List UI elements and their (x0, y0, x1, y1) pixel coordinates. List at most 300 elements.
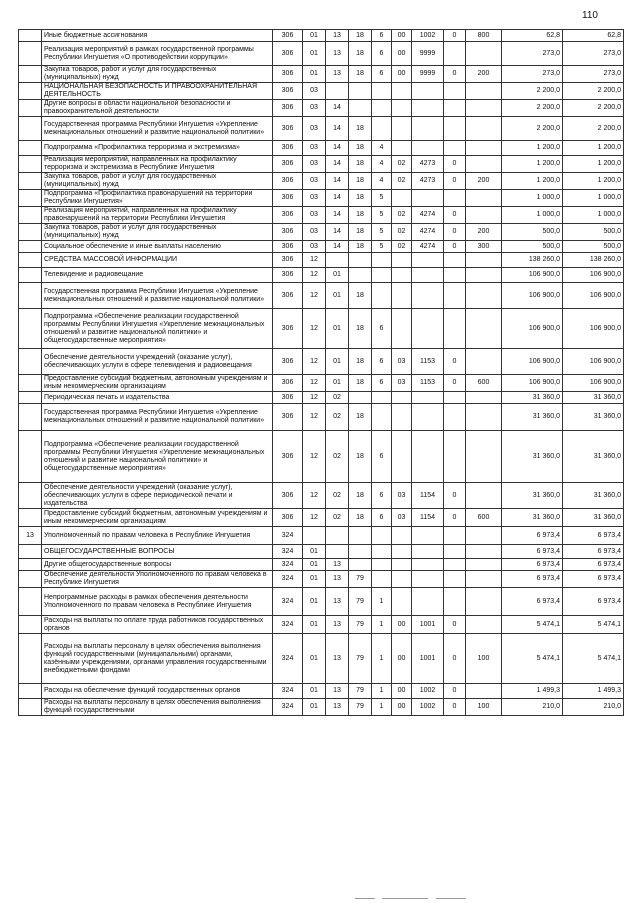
cell-c2: 12 (303, 349, 326, 375)
cell-no (19, 309, 42, 349)
cell-c8: 0 (444, 66, 466, 83)
table-row (19, 173, 624, 190)
cell-c1: 306 (273, 66, 303, 83)
cell-v1: 1 200,0 (502, 156, 563, 173)
cell-c8: 0 (444, 173, 466, 190)
cell-no (19, 545, 42, 559)
cell-c3: 01 (326, 349, 349, 375)
cell-no (19, 392, 42, 404)
cell-c9 (466, 616, 502, 634)
cell-c5 (372, 404, 392, 431)
cell-no (19, 404, 42, 431)
cell-c7: 9999 (412, 42, 444, 66)
cell-no (19, 509, 42, 527)
cell-no (19, 30, 42, 42)
cell-c6 (392, 253, 412, 268)
cell-c6 (392, 527, 412, 545)
cell-no (19, 224, 42, 241)
cell-c1: 306 (273, 309, 303, 349)
cell-c6: 00 (392, 66, 412, 83)
cell-c5: 1 (372, 684, 392, 699)
cell-c7: 9999 (412, 66, 444, 83)
cell-c5: 5 (372, 190, 392, 207)
cell-c1: 306 (273, 141, 303, 156)
cell-c4 (349, 253, 372, 268)
cell-v1: 31 360,0 (502, 431, 563, 483)
cell-c2: 01 (303, 559, 326, 571)
cell-c3: 01 (326, 309, 349, 349)
cell-c7: 1002 (412, 699, 444, 716)
cell-no (19, 483, 42, 509)
cell-name: Подпрограмма «Профилактика правонарушений на территории Республики Ингушетия» (42, 190, 273, 207)
cell-name: Закупка товаров, работ и услуг для государственных (муниципальных) нужд (42, 173, 273, 190)
cell-v1: 6 973,4 (502, 588, 563, 616)
cell-c7 (412, 431, 444, 483)
cell-c7 (412, 190, 444, 207)
cell-c7: 4273 (412, 156, 444, 173)
cell-c8: 0 (444, 375, 466, 392)
cell-c6: 02 (392, 173, 412, 190)
cell-name: Закупка товаров, работ и услуг для государственных (муниципальных) нужд (42, 66, 273, 83)
cell-c8 (444, 283, 466, 309)
cell-c8 (444, 42, 466, 66)
table-row (19, 241, 624, 253)
cell-no (19, 431, 42, 483)
cell-c4: 18 (349, 483, 372, 509)
cell-c8: 0 (444, 241, 466, 253)
cell-c2: 03 (303, 83, 326, 100)
cell-c2: 03 (303, 156, 326, 173)
cell-c3: 13 (326, 30, 349, 42)
cell-v2: 6 973,4 (563, 588, 624, 616)
cell-name: Обеспечение деятельности Уполномоченного по правам человека в Республике Ингушетия (42, 571, 273, 588)
cell-c2: 03 (303, 241, 326, 253)
cell-c4: 79 (349, 588, 372, 616)
table-row (19, 253, 624, 268)
cell-c5: 6 (372, 483, 392, 509)
cell-c4: 18 (349, 141, 372, 156)
cell-name: Государственная программа Республики Ингушетия «Укрепление межнациональных отношений и развитие национальной политики» (42, 283, 273, 309)
cell-c9 (466, 349, 502, 375)
cell-c4: 79 (349, 634, 372, 684)
cell-name: Расходы на выплаты персоналу в целях обеспечения выполнения функций государственными (муниципальными) органами, казёнными учреждениями, органами управления государственными внебюджетными фондами (42, 634, 273, 684)
cell-c2: 03 (303, 190, 326, 207)
cell-c3: 13 (326, 634, 349, 684)
cell-c2: 01 (303, 616, 326, 634)
cell-c7 (412, 559, 444, 571)
cell-c5: 5 (372, 241, 392, 253)
cell-c6 (392, 545, 412, 559)
cell-c8 (444, 190, 466, 207)
cell-c6 (392, 588, 412, 616)
cell-c5: 6 (372, 375, 392, 392)
cell-c6 (392, 431, 412, 483)
cell-c9 (466, 117, 502, 141)
footer-mark (382, 898, 428, 899)
cell-c3: 13 (326, 684, 349, 699)
cell-c5 (372, 559, 392, 571)
table-row (19, 509, 624, 527)
cell-c5: 4 (372, 141, 392, 156)
cell-c5: 6 (372, 509, 392, 527)
cell-c8: 0 (444, 349, 466, 375)
cell-c9 (466, 268, 502, 283)
cell-c9 (466, 684, 502, 699)
cell-c1: 306 (273, 241, 303, 253)
cell-name: Обеспечение деятельности учреждений (оказание услуг), обеспечивающих услуги в сфере телевидения и радиовещания (42, 349, 273, 375)
cell-v2: 210,0 (563, 699, 624, 716)
cell-c9: 800 (466, 30, 502, 42)
cell-c7 (412, 283, 444, 309)
cell-c9 (466, 156, 502, 173)
table-row (19, 684, 624, 699)
cell-c9 (466, 571, 502, 588)
table-row (19, 431, 624, 483)
cell-c8 (444, 404, 466, 431)
cell-c4 (349, 268, 372, 283)
cell-c7 (412, 141, 444, 156)
table-row (19, 117, 624, 141)
cell-c4: 18 (349, 30, 372, 42)
cell-c5: 4 (372, 156, 392, 173)
cell-c2: 12 (303, 309, 326, 349)
cell-v1: 62,8 (502, 30, 563, 42)
cell-c3: 14 (326, 100, 349, 117)
cell-c2: 01 (303, 66, 326, 83)
cell-c8 (444, 83, 466, 100)
cell-c5: 6 (372, 42, 392, 66)
cell-c9 (466, 559, 502, 571)
cell-v1: 106 900,0 (502, 268, 563, 283)
cell-c2: 12 (303, 483, 326, 509)
cell-c6 (392, 559, 412, 571)
cell-c4: 18 (349, 283, 372, 309)
cell-v1: 31 360,0 (502, 392, 563, 404)
cell-v2: 62,8 (563, 30, 624, 42)
cell-c3: 02 (326, 431, 349, 483)
cell-c9 (466, 190, 502, 207)
cell-c8 (444, 309, 466, 349)
cell-c8 (444, 268, 466, 283)
cell-c9 (466, 100, 502, 117)
cell-v2: 273,0 (563, 42, 624, 66)
cell-c4: 18 (349, 207, 372, 224)
cell-c9: 600 (466, 509, 502, 527)
cell-c9 (466, 253, 502, 268)
cell-c5: 1 (372, 699, 392, 716)
cell-c1: 306 (273, 117, 303, 141)
table-row (19, 224, 624, 241)
cell-no (19, 173, 42, 190)
cell-c4: 18 (349, 173, 372, 190)
table-row (19, 83, 624, 100)
cell-c7: 1154 (412, 509, 444, 527)
cell-name: Подпрограмма «Обеспечение реализации государственной программы Республики Ингушетия «Укрепление межнациональных отношений и развитие национальной политики» и общегосударственные мероприятия» (42, 431, 273, 483)
cell-c5: 6 (372, 30, 392, 42)
cell-c5: 1 (372, 616, 392, 634)
cell-v2: 2 200,0 (563, 100, 624, 117)
cell-c4: 18 (349, 42, 372, 66)
cell-name: Периодическая печать и издательства (42, 392, 273, 404)
cell-no (19, 571, 42, 588)
cell-no (19, 100, 42, 117)
cell-c1: 324 (273, 527, 303, 545)
cell-c3: 13 (326, 616, 349, 634)
table-row (19, 268, 624, 283)
cell-c3: 14 (326, 207, 349, 224)
cell-no (19, 241, 42, 253)
cell-no (19, 83, 42, 100)
table-row (19, 349, 624, 375)
table-row (19, 483, 624, 509)
cell-c3: 14 (326, 224, 349, 241)
cell-c7: 4273 (412, 173, 444, 190)
table-row (19, 404, 624, 431)
table-row (19, 588, 624, 616)
cell-c1: 324 (273, 684, 303, 699)
cell-no (19, 156, 42, 173)
cell-c7 (412, 545, 444, 559)
cell-c4: 18 (349, 375, 372, 392)
cell-name: Реализация мероприятий в рамках государственной программы Республики Ингушетия «О противодействии коррупции» (42, 42, 273, 66)
cell-c5: 6 (372, 66, 392, 83)
cell-c4: 18 (349, 309, 372, 349)
cell-v2: 500,0 (563, 224, 624, 241)
cell-name: НАЦИОНАЛЬНАЯ БЕЗОПАСНОСТЬ И ПРАВООХРАНИТЕЛЬНАЯ ДЕЯТЕЛЬНОСТЬ (42, 83, 273, 100)
cell-c3: 13 (326, 559, 349, 571)
table-row (19, 141, 624, 156)
cell-c8: 0 (444, 483, 466, 509)
cell-no (19, 559, 42, 571)
cell-c5: 6 (372, 431, 392, 483)
cell-c9: 300 (466, 241, 502, 253)
cell-c1: 306 (273, 83, 303, 100)
cell-no (19, 699, 42, 716)
table-row (19, 375, 624, 392)
cell-v2: 106 900,0 (563, 309, 624, 349)
cell-v1: 1 000,0 (502, 190, 563, 207)
cell-name: Предоставление субсидий бюджетным, автономным учреждениям и иным некоммерческим организациям (42, 375, 273, 392)
cell-c6: 03 (392, 349, 412, 375)
cell-c5 (372, 545, 392, 559)
cell-c1: 306 (273, 509, 303, 527)
cell-c3: 02 (326, 404, 349, 431)
cell-c2: 01 (303, 30, 326, 42)
cell-c1: 306 (273, 483, 303, 509)
cell-v2: 138 260,0 (563, 253, 624, 268)
cell-v2: 2 200,0 (563, 83, 624, 100)
cell-v1: 6 973,4 (502, 545, 563, 559)
cell-v2: 6 973,4 (563, 571, 624, 588)
cell-c7 (412, 588, 444, 616)
cell-v1: 106 900,0 (502, 375, 563, 392)
cell-c6: 02 (392, 156, 412, 173)
cell-c5: 6 (372, 309, 392, 349)
cell-c8: 0 (444, 634, 466, 684)
cell-c5 (372, 283, 392, 309)
cell-c5: 1 (372, 634, 392, 684)
cell-name: Иные бюджетные ассигнования (42, 30, 273, 42)
table-row (19, 156, 624, 173)
cell-v2: 31 360,0 (563, 483, 624, 509)
cell-c2: 03 (303, 141, 326, 156)
cell-c8 (444, 141, 466, 156)
cell-c1: 306 (273, 156, 303, 173)
cell-c6: 02 (392, 207, 412, 224)
cell-c9: 100 (466, 699, 502, 716)
cell-c2: 03 (303, 100, 326, 117)
cell-v1: 106 900,0 (502, 349, 563, 375)
cell-no (19, 268, 42, 283)
cell-c4: 79 (349, 616, 372, 634)
cell-c3: 13 (326, 588, 349, 616)
table-row (19, 100, 624, 117)
cell-c7 (412, 309, 444, 349)
cell-c2: 01 (303, 588, 326, 616)
budget-table (18, 29, 624, 716)
cell-c8 (444, 527, 466, 545)
cell-c2: 12 (303, 268, 326, 283)
cell-c6: 03 (392, 375, 412, 392)
table-row (19, 66, 624, 83)
cell-c2: 01 (303, 42, 326, 66)
cell-no (19, 375, 42, 392)
cell-v2: 1 200,0 (563, 156, 624, 173)
cell-c4 (349, 545, 372, 559)
cell-c5: 1 (372, 588, 392, 616)
cell-c6: 02 (392, 241, 412, 253)
cell-c5: 5 (372, 224, 392, 241)
cell-no (19, 349, 42, 375)
cell-c6 (392, 268, 412, 283)
table-row (19, 559, 624, 571)
cell-c9 (466, 283, 502, 309)
cell-c8: 0 (444, 224, 466, 241)
cell-c1: 306 (273, 30, 303, 42)
cell-c4: 18 (349, 509, 372, 527)
cell-c3: 13 (326, 42, 349, 66)
cell-no (19, 616, 42, 634)
cell-c7 (412, 527, 444, 545)
cell-c9 (466, 392, 502, 404)
cell-c8: 0 (444, 207, 466, 224)
cell-no (19, 141, 42, 156)
cell-c3: 01 (326, 268, 349, 283)
cell-name: Непрограммные расходы в рамках обеспечения деятельности Уполномоченного по правам человека в Республике Ингушетия (42, 588, 273, 616)
cell-c3: 13 (326, 699, 349, 716)
cell-c2: 03 (303, 117, 326, 141)
cell-v1: 1 200,0 (502, 141, 563, 156)
cell-no (19, 684, 42, 699)
cell-c6: 00 (392, 634, 412, 684)
cell-c3 (326, 83, 349, 100)
cell-c4: 18 (349, 404, 372, 431)
cell-v2: 6 973,4 (563, 527, 624, 545)
cell-c7 (412, 100, 444, 117)
cell-c1: 306 (273, 283, 303, 309)
cell-v1: 6 973,4 (502, 527, 563, 545)
cell-c2: 03 (303, 224, 326, 241)
cell-v2: 106 900,0 (563, 283, 624, 309)
cell-c9 (466, 42, 502, 66)
cell-name: Реализация мероприятий, направленных на профилактику правонарушений на территории Республики Ингушетия (42, 207, 273, 224)
cell-v2: 106 900,0 (563, 268, 624, 283)
cell-c6: 00 (392, 616, 412, 634)
cell-c3: 02 (326, 392, 349, 404)
cell-c9: 200 (466, 224, 502, 241)
cell-c1: 306 (273, 392, 303, 404)
cell-c9 (466, 141, 502, 156)
cell-c7 (412, 253, 444, 268)
cell-c1: 306 (273, 349, 303, 375)
cell-c7 (412, 268, 444, 283)
cell-c4 (349, 100, 372, 117)
cell-c1: 306 (273, 190, 303, 207)
cell-v2: 2 200,0 (563, 117, 624, 141)
cell-name: Предоставление субсидий бюджетным, автономным учреждениям и иным некоммерческим организациям (42, 509, 273, 527)
cell-c4: 79 (349, 699, 372, 716)
cell-c3: 01 (326, 375, 349, 392)
footer-mark (355, 898, 375, 899)
cell-c9: 600 (466, 375, 502, 392)
cell-c7 (412, 404, 444, 431)
cell-no (19, 42, 42, 66)
cell-v2: 1 000,0 (563, 190, 624, 207)
cell-name: Подпрограмма «Обеспечение реализации государственной программы Республики Ингушетия «Укрепление межнациональных отношений и развитие национальной политики» и общегосударственные мероприятия» (42, 309, 273, 349)
cell-v1: 31 360,0 (502, 509, 563, 527)
cell-c2: 12 (303, 283, 326, 309)
cell-c3: 14 (326, 190, 349, 207)
table-row (19, 545, 624, 559)
cell-c2: 01 (303, 545, 326, 559)
cell-c6 (392, 392, 412, 404)
cell-c3: 01 (326, 283, 349, 309)
cell-c9 (466, 404, 502, 431)
cell-c1: 306 (273, 375, 303, 392)
cell-v1: 273,0 (502, 66, 563, 83)
cell-c9 (466, 309, 502, 349)
table-row (19, 699, 624, 716)
cell-c1: 324 (273, 559, 303, 571)
cell-c5 (372, 571, 392, 588)
cell-c4 (349, 527, 372, 545)
cell-v1: 1 499,3 (502, 684, 563, 699)
table-row (19, 634, 624, 684)
table-row (19, 42, 624, 66)
cell-v2: 31 360,0 (563, 509, 624, 527)
cell-c4 (349, 559, 372, 571)
cell-c5 (372, 527, 392, 545)
cell-v1: 210,0 (502, 699, 563, 716)
cell-c7: 4274 (412, 241, 444, 253)
cell-c8 (444, 431, 466, 483)
cell-no: 13 (19, 527, 42, 545)
cell-v1: 2 200,0 (502, 117, 563, 141)
cell-c6 (392, 117, 412, 141)
cell-name: Реализация мероприятий, направленных на профилактику терроризма и экстремизма в Республике Ингушетия (42, 156, 273, 173)
cell-c2: 03 (303, 207, 326, 224)
cell-c7: 1153 (412, 375, 444, 392)
cell-c6: 03 (392, 509, 412, 527)
cell-c5 (372, 100, 392, 117)
cell-name: Расходы на обеспечение функций государственных органов (42, 684, 273, 699)
table-body (19, 30, 624, 716)
cell-c2: 01 (303, 699, 326, 716)
cell-v1: 2 200,0 (502, 83, 563, 100)
table-row (19, 30, 624, 42)
cell-v2: 1 000,0 (563, 207, 624, 224)
cell-c9: 100 (466, 634, 502, 684)
